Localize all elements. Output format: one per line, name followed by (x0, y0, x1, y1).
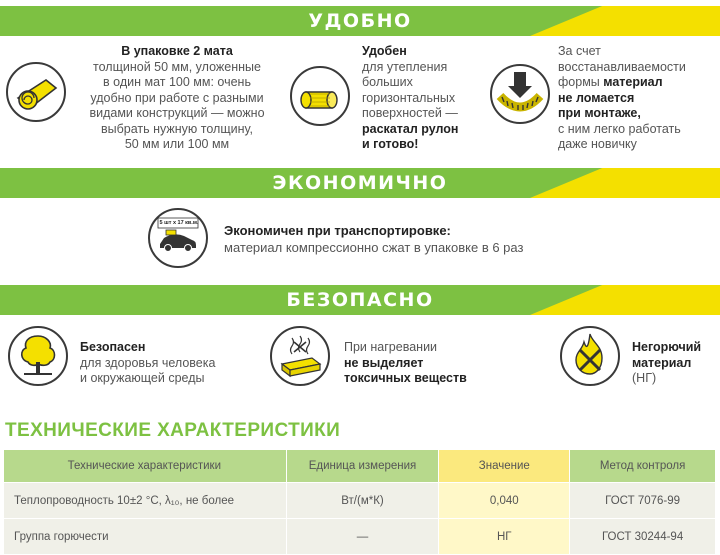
text-line: видами конструкций — можно (89, 106, 265, 120)
text-part: формы (558, 75, 604, 89)
section-title-economical: ЭКОНОМИЧНО (272, 172, 448, 194)
text-line: больших (362, 75, 413, 89)
section-title-safe: БЕЗОПАСНО (286, 289, 434, 311)
fire-crossed-icon (560, 326, 620, 386)
convenient-item-2-text (362, 44, 492, 153)
car-transport-icon (148, 208, 208, 268)
text-line: 50 мм или 100 мм (124, 137, 230, 151)
text-line: При нагревании (344, 340, 438, 354)
table-cell: Вт/(м*К) (286, 483, 439, 519)
text-line: материал компрессионно сжат в упаковке в 6 раз (224, 240, 524, 255)
text-line-bold: материал (632, 355, 692, 370)
column-header: Единица измерения (286, 450, 439, 483)
safe-item-1-text (80, 340, 260, 387)
section-band-safe (0, 285, 720, 315)
text-line: толщиной 50 мм, уложенные (93, 59, 261, 74)
convenient-item-3-text (558, 44, 718, 153)
tech-table (3, 449, 716, 555)
table-cell: — (286, 519, 439, 555)
table-cell: НГ (439, 519, 570, 555)
column-header: Значение (439, 450, 570, 483)
text-line: с ним легко работать (558, 121, 681, 136)
text-line: (НГ) (632, 371, 657, 385)
text-line-bold: Негорючий (632, 340, 702, 354)
item-1-heading: В упаковке 2 мата (121, 44, 233, 58)
table-cell: Теплопроводность 10±2 °С, λ₁₀, не более (4, 483, 287, 519)
convenient-item-1-text (72, 44, 282, 153)
roll-icon (290, 66, 350, 126)
table-header-row (4, 450, 716, 483)
text-line: восстанавливаемости (558, 59, 686, 74)
text-line-bold: раскатал рулон (362, 121, 459, 136)
text-line-bold: не выделяет (344, 355, 424, 370)
text-line: в один мат 100 мм: очень (103, 75, 251, 89)
column-header: Технические характеристики (4, 450, 287, 483)
section-title-convenient: УДОБНО (308, 10, 412, 32)
text-line: горизонтальных (362, 90, 456, 105)
text-line: для утепления (362, 59, 448, 74)
table-row (4, 519, 716, 555)
text-part-bold: материал (603, 75, 663, 89)
item-2-heading: Удобен (362, 44, 407, 58)
text-line-bold: токсичных веществ (344, 371, 467, 385)
safe-item-2-text (344, 340, 524, 387)
section-band-convenient (0, 6, 720, 36)
section-band-economical (0, 168, 720, 198)
table-cell: ГОСТ 7076-99 (570, 483, 716, 519)
text-line: За счет (558, 44, 601, 58)
table-row (4, 483, 716, 519)
text-line: и окружающей среды (80, 371, 205, 385)
text-line: для здоровья человека (80, 355, 216, 370)
table-cell: 0,040 (439, 483, 570, 519)
table-cell: ГОСТ 30244-94 (570, 519, 716, 555)
text-line-bold: при монтаже, (558, 106, 641, 120)
text-line-bold: и готово! (362, 137, 419, 151)
tech-title: ТЕХНИЧЕСКИЕ ХАРАКТЕРИСТИКИ (5, 420, 341, 441)
text-line: удобно при работе с разными (90, 90, 264, 105)
tree-icon (8, 326, 68, 386)
table-cell: Группа горючести (4, 519, 287, 555)
safe-item-3-text (632, 340, 720, 387)
safe-item-1-heading: Безопасен (80, 340, 146, 354)
economical-text (224, 222, 604, 256)
text-line-bold: не ломается (558, 90, 635, 105)
compression-icon (490, 64, 550, 124)
text-line: даже новичку (558, 137, 637, 151)
mat-roll-icon (6, 62, 66, 122)
column-header: Метод контроля (570, 450, 716, 483)
text-line: поверхностей — (362, 106, 458, 120)
heated-material-icon (270, 326, 330, 386)
economical-heading: Экономичен при транспортировке: (224, 223, 451, 238)
text-line: выбрать нужную толщину, (101, 121, 253, 136)
text-line-mixed (558, 75, 718, 91)
transport-badge: 5 шт х 17 кв.м. (159, 220, 199, 226)
